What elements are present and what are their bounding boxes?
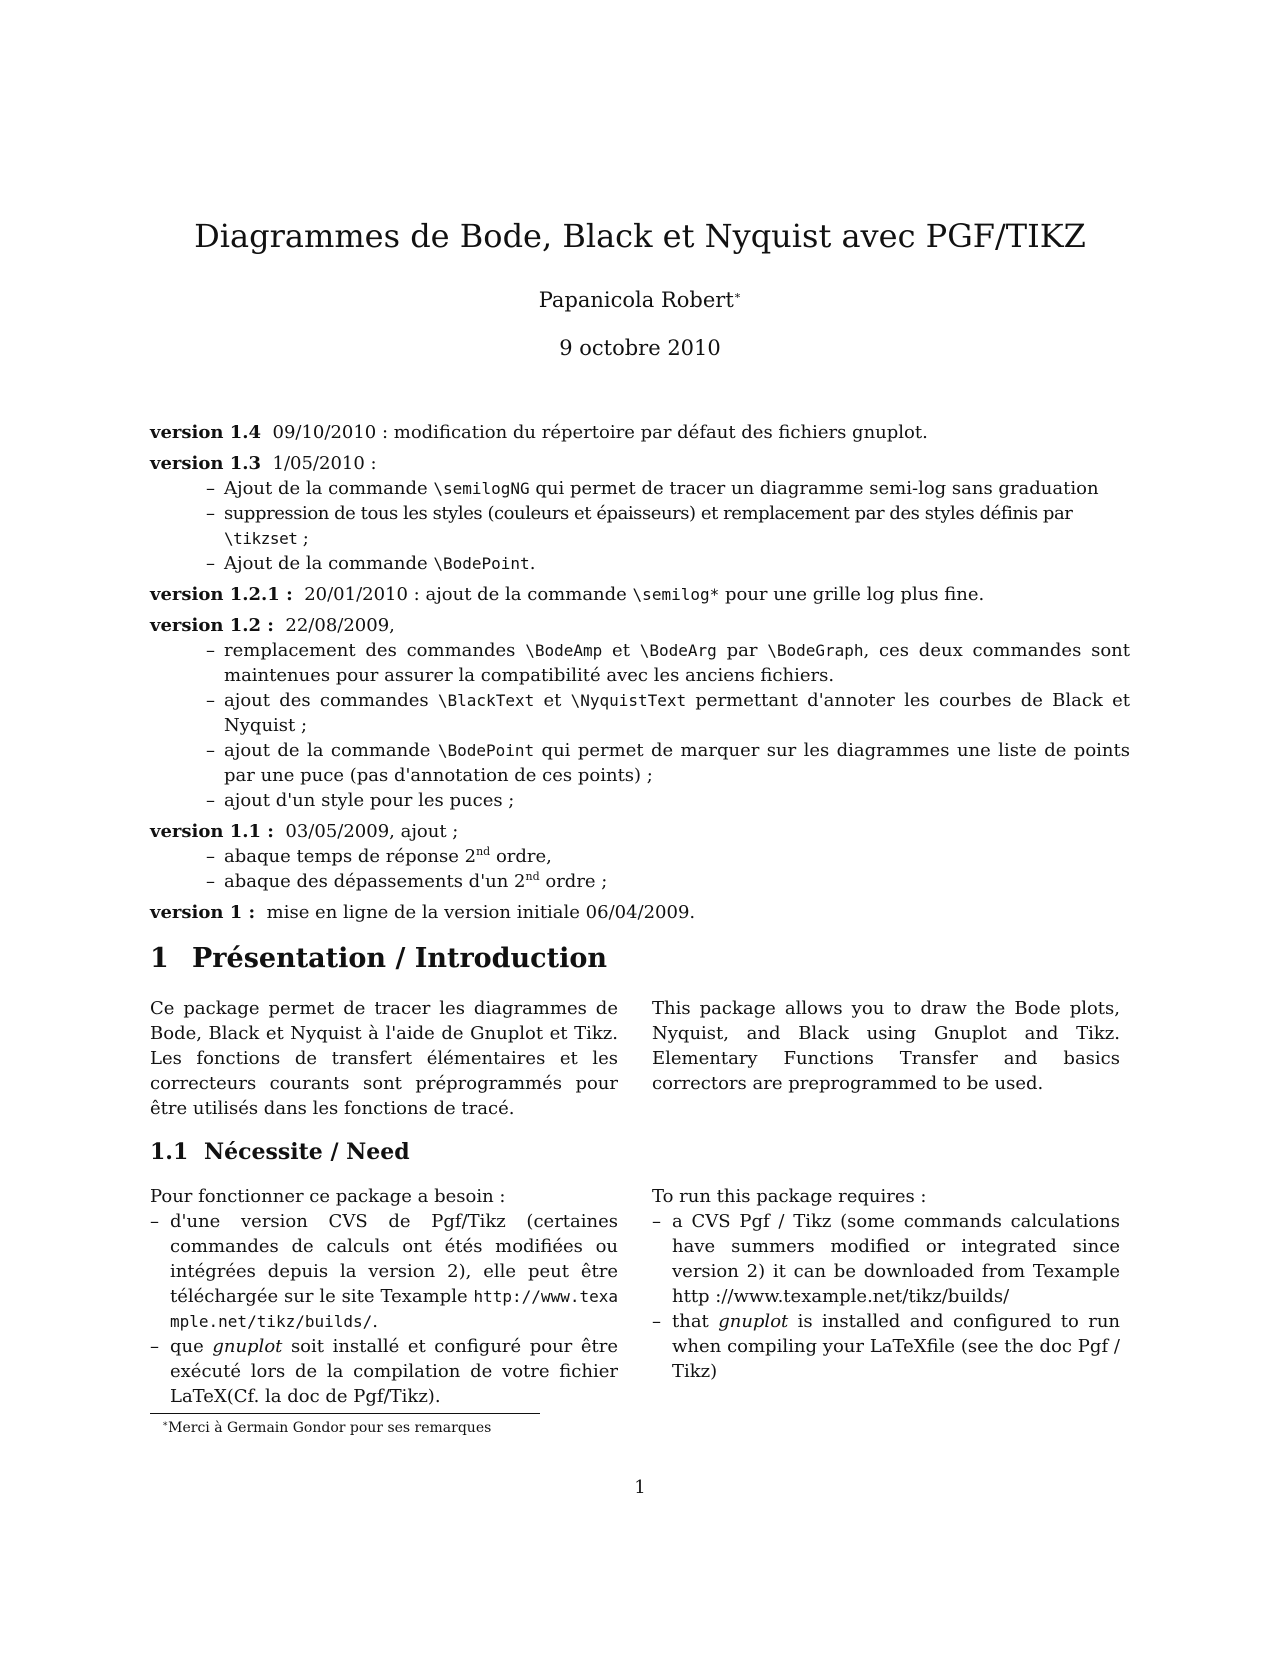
version-label: version 1.3 xyxy=(150,453,262,474)
command-code: \tikzset xyxy=(224,529,298,548)
list-item: – Ajout de la commande \BodePoint. xyxy=(206,551,1130,576)
subsection-heading xyxy=(150,1138,410,1166)
requirements-en xyxy=(652,1184,1120,1384)
version-text: 09/10/2010 : modification du répertoire par défaut des fichiers gnuplot. xyxy=(272,422,928,443)
author xyxy=(0,286,1280,314)
subsection-title: Nécessite / Need xyxy=(204,1139,410,1165)
version-1-3 xyxy=(150,451,1130,576)
paper-title: Diagrammes de Bode, Black et Nyquist avec PGF/TIKZ xyxy=(194,217,1086,255)
version-item-list xyxy=(150,476,1130,576)
list-item: – ajout des commandes \BlackText et \NyquistText permettant d'annoter les courbes de Black et Nyquist ; xyxy=(206,688,1130,738)
changelog xyxy=(150,420,1130,931)
subsection-number: 1.1 xyxy=(150,1139,189,1165)
list-item: – abaque temps de réponse 2nd ordre, xyxy=(206,844,1130,869)
version-item-list xyxy=(150,638,1130,813)
version-text: 22/08/2009, xyxy=(285,615,395,636)
list-item: – ajout de la commande \BodePoint qui permet de marquer sur les diagrammes une liste de points par une puce (pas d'annotation de ces points) ; xyxy=(206,738,1130,788)
author-footnote-mark: ∗ xyxy=(733,289,742,302)
requirements-list xyxy=(652,1209,1120,1384)
version-label: version 1.2.1 : xyxy=(150,584,293,605)
list-item: – abaque des dépassements d'un 2nd ordre ; xyxy=(206,869,1130,894)
command-code: \BodeGraph xyxy=(767,641,864,660)
requirements-intro: Pour fonctionner ce package a besoin : xyxy=(150,1186,506,1207)
version-label: version 1.4 xyxy=(150,422,262,443)
command-code: \BodeAmp xyxy=(525,641,603,660)
list-item: – que gnuplot soit installé et configuré pour être exécuté lors de la compilation de votre fichier LaTeX(Cf. la doc de Pgf/Tikz). xyxy=(150,1334,618,1409)
version-1-1 xyxy=(150,819,1130,894)
footnote-mark: ∗ xyxy=(162,1419,169,1430)
command-code: \NyquistText xyxy=(570,691,687,710)
footnote xyxy=(162,1419,491,1437)
version-text: mise en ligne de la version initiale 06/04/2009. xyxy=(266,902,696,923)
footnote-text: Merci à Germain Gondor pour ses remarques xyxy=(168,1420,492,1436)
section-title: Présentation / Introduction xyxy=(192,943,607,974)
list-item: – that gnuplot is installed and configured to run when compiling your LaTeXfile (see the doc Pgf / Tikz) xyxy=(652,1309,1120,1384)
section-number: 1 xyxy=(150,943,169,974)
version-label: version 1 : xyxy=(150,902,256,923)
command-code: \BodePoint xyxy=(437,741,535,760)
list-item: – suppression de tous les styles (couleurs et épaisseurs) et remplacement par des styles définis par \tikzset ; xyxy=(206,501,1130,551)
url-text: http://www.texample.net/tikz/builds/ xyxy=(170,1287,618,1331)
list-item: – remplacement des commandes \BodeAmp et \BodeArg par \BodeGraph, ces deux commandes sont maintenues pour assurer la compatibilité avec les anciens fichiers. xyxy=(206,638,1130,688)
version-label: version 1.1 : xyxy=(150,821,274,842)
list-item: – d'une version CVS de Pgf/Tikz (certaines commandes de calculs ont étés modifiées ou intégrées depuis la version 2), elle peut être téléchargée sur le site Texample http://www.texample.net/tikz/builds/. xyxy=(150,1209,618,1334)
version-1-4 xyxy=(150,420,1130,445)
command-code: \semilog* xyxy=(632,585,720,604)
list-item: – Ajout de la commande \semilogNG qui permet de tracer un diagramme semi-log sans graduation xyxy=(206,476,1130,501)
section-heading xyxy=(150,942,607,976)
command-code: \semilogNG xyxy=(433,479,530,498)
list-item: – a CVS Pgf / Tikz (some commands calculations have summers modified or integrated since version 2) it can be downloaded from Texample http ://www.texample.net/tikz/builds/ xyxy=(652,1209,1120,1309)
version-item-list xyxy=(150,844,1130,894)
footnote-rule xyxy=(150,1413,540,1414)
command-code: \BodePoint xyxy=(433,554,530,573)
command-code: \BlackText xyxy=(437,691,535,710)
requirements-fr xyxy=(150,1184,618,1409)
list-item: – ajout d'un style pour les puces ; xyxy=(206,788,1130,813)
version-text: 1/05/2010 : xyxy=(272,453,377,474)
page-number: 1 xyxy=(634,1477,646,1498)
requirements-intro: To run this package requires : xyxy=(652,1186,927,1207)
version-1-2-1: version 1.2.1 : 20/01/2010 : ajout de la commande \semilog* pour une grille log plus fine. xyxy=(150,584,985,605)
version-text: 03/05/2009, ajout ; xyxy=(285,821,459,842)
author-name: Papanicola Robert xyxy=(538,288,734,312)
intro-paragraph-en: This package allows you to draw the Bode plots, Nyquist, and Black using Gnuplot and Tikz. Elementary Functions Transfer and basics correctors are preprogrammed to be used. xyxy=(652,998,1120,1094)
version-label: version 1.2 : xyxy=(150,615,274,636)
intro-paragraph-fr: Ce package permet de tracer les diagrammes de Bode, Black et Nyquist à l'aide de Gnuplot et Tikz. Les fonctions de transfert élémentaires et les correcteurs courants sont préprogrammés pour être utilisés dans les fonctions de tracé. xyxy=(150,998,618,1119)
command-code: \BodeArg xyxy=(639,641,717,660)
version-1 xyxy=(150,900,1130,925)
version-1-2 xyxy=(150,613,1130,813)
date: 9 octobre 2010 xyxy=(559,336,721,360)
requirements-list xyxy=(150,1209,618,1409)
